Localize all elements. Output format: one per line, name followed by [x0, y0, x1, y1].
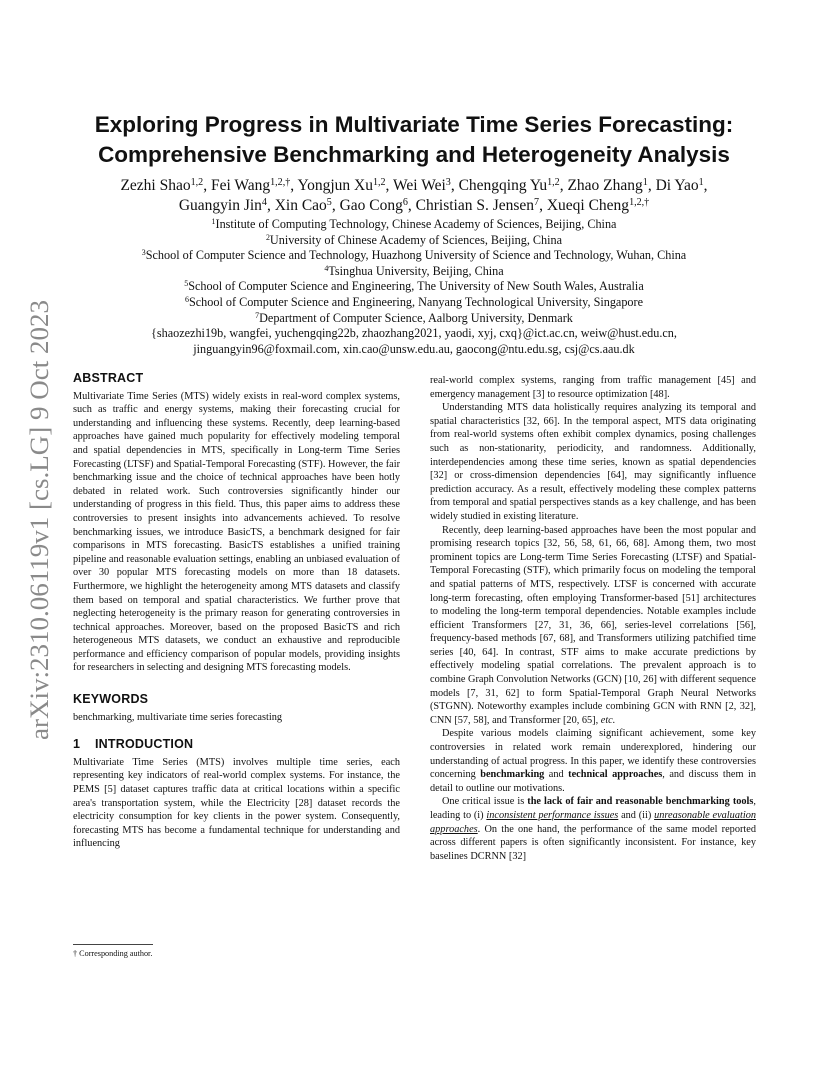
p4-bold-technical: technical approaches: [568, 769, 663, 781]
section-number: 1: [73, 737, 81, 752]
affiliation-sup: 1: [211, 217, 216, 227]
author-sup: 6: [402, 196, 408, 208]
affiliation: [0, 279, 828, 295]
affiliation-text: Tsinghua University, Beijing, China: [328, 263, 504, 278]
affiliation: [0, 311, 828, 327]
affiliation-text: Department of Computer Science, Aalborg University, Denmark: [259, 310, 573, 325]
author: Xueqi Cheng: [546, 197, 630, 214]
p5-text-e: . On the one hand, the performance of the same model reported across different papers is often significantly inconsistent. For instance, key baselines DCRNN [32]: [430, 823, 756, 862]
intro-paragraph-3: [430, 524, 756, 728]
affiliation-sup: 6: [185, 295, 189, 305]
affiliation-text: University of Chinese Academy of Sciences, Beijing, China: [269, 232, 563, 247]
author: Xin Cao: [274, 197, 327, 214]
affiliation: [0, 233, 828, 249]
author-line-1: Zezhi Shao$^{1,2}$, Fei Wang$^{1,2,\dagger}$, Yongjun Xu$^{1,2}$, Wei Wei$^3$, Chengqing Yu$^{1,2}$, Zhao Zhang$^1$, Di Yao$^1$,: [120, 176, 708, 194]
author-sup: 7: [534, 196, 540, 208]
title-line-2: Comprehensive Benchmarking and Heterogeneity Analysis: [98, 142, 730, 167]
author-line-2: Guangyin Jin$^4$, Xin Cao$^5$, Gao Cong$^6$, Christian S. Jensen$^7$, Xueqi Cheng$^{1,2,\dagger}$: [178, 196, 650, 214]
title-line-1: Exploring Progress in Multivariate Time Series Forecasting:: [94, 112, 734, 137]
p5-text-a: One critical issue is: [442, 796, 528, 808]
email-line-1: {shaozezhi19b, wangfei, yuchengqing22b, zhaozhang2021, yaodi, xyj, cxq}@ict.ac.cn, weiw@hust.edu.cn,: [151, 326, 677, 341]
affiliation-text: School of Computer Science and Engineering, Nanyang Technological University, Singapore: [188, 294, 643, 309]
keywords-text: benchmarking, multivariate time series forecasting: [73, 711, 283, 723]
p4-text-mid: and: [544, 769, 569, 781]
author: Yongjun Xu: [297, 177, 373, 194]
author: Guangyin Jin: [178, 197, 262, 214]
p4-text-c: , and discuss them in detail to outline our motivations.: [430, 769, 756, 794]
author-sup: 1: [698, 176, 704, 188]
arxiv-identifier: [18, 300, 58, 740]
affiliation: [0, 217, 828, 233]
p5-underlined-1: inconsistent performance issues: [486, 810, 619, 821]
intro-paragraph-2: Understanding MTS data holistically requires analyzing its temporal and spatial characteristics [32, 66]. In the temporal aspect, MTS data originating from real-world systems often exhibit complex dynamics, posing challenges such as non-stationarity, periodicity, and randomness. Additionally, interdependencies among these time series, known as spatial dependencies [32] or cross-dimension dependencies [64], may significantly influence prediction accuracy. As a result, effectively modeling these complex patterns from temporal and spatial perspectives stands as a key challenge, and has been widely studied in existing literature.: [430, 402, 756, 522]
affiliation: [0, 264, 828, 280]
p4-text-a: Despite various models claiming significant achievement, some key controversies in related work remain underexplored, hindering our understanding of actual progress. In this paper, we identify these controversies concerning: [430, 728, 756, 781]
introduction-heading: [73, 738, 400, 752]
author-sup: 1,2: [547, 176, 560, 188]
affiliation: [0, 248, 828, 264]
abstract-heading: ABSTRACT: [73, 371, 144, 385]
section-title: INTRODUCTION: [95, 737, 194, 752]
author: Fei Wang: [210, 177, 271, 194]
affiliation-sup: 2: [265, 232, 270, 242]
p4-bold-benchmarking: benchmarking: [480, 769, 545, 781]
affiliation-sup: 4: [324, 263, 329, 273]
author: Wei Wei: [393, 177, 446, 194]
arxiv-identifier-text: arXiv:2310.06119v1 [cs.LG] 9 Oct 2023: [25, 316, 54, 740]
author: Zhao Zhang: [567, 177, 643, 194]
affiliation-sup: 5: [184, 279, 189, 289]
keywords-heading: KEYWORDS: [73, 692, 149, 707]
affiliation-text: School of Computer Science and Engineering, The University of New South Wales, Australia: [188, 279, 644, 294]
affiliation-sup: 3: [141, 248, 146, 258]
right-column: [430, 374, 756, 863]
intro-paragraph-5: [430, 795, 756, 863]
affiliation-list: [0, 217, 828, 357]
author-sup: 1,2: [372, 176, 386, 188]
author-sup: 4: [261, 196, 267, 208]
p5-text-d: and (ii): [618, 810, 655, 821]
p5-text-c: , leading to (i): [430, 796, 756, 821]
author-sup: 1,2,†: [629, 196, 650, 208]
footnote-rule: [73, 944, 153, 945]
author-sup: 3: [445, 176, 451, 188]
paragraph-3-text: Recently, deep learning-based approaches have been the most popular and promising research topics [32, 56, 58, 61, 66, 68]. Among them, two most prominent topics are Long-term Time Series Forecasting (LTSF) and Spatial-Temporal Forecasting (STF), which primarily focus on modeling the temporal and spatial patterns of MTS, respectively. LTSF is concerned with accurate long-term forecasting, often employing Transformer-based [51] architectures to modeling the long-term temporal dependencies. Notable examples include efficient Transformers [27, 31, 36, 66], series-level correlations [56], frequency-based methods [67, 68], and Transformers utilizing patchified time series [40, 64]. In contrast, STF aims to make accurate predictions by effectively modeling spatial correlations. The prevalent approach is to combine Graph Convolution Networks (GCN) [10, 26] with different sequence models [7, 31, 62] to form Spatial-Temporal Graph Neural Networks (STGNN). Noteworthy examples include combining GCN with RNN [2, 32], CNN [57, 58], and Transformer [20, 65],: [430, 524, 756, 726]
paper-title: [0, 110, 828, 170]
author-sup: 1: [642, 176, 648, 188]
etc-italic: etc.: [600, 714, 616, 726]
intro-paragraph-1: Multivariate Time Series (MTS) involves multiple time series, each representing key indicators of real-world complex systems. For instance, the PEMS [5] dataset captures traffic data at critical locations within a specific area's transportation system, while the Electricity [28] dataset records the electricity consumption for key clients in the power system. Consequently, forecasting MTS has become a fundamental technique for understanding and influencing: [73, 756, 400, 850]
email-line-2: jinguangyin96@foxmail.com, xin.cao@unsw.edu.au, gaocong@ntu.edu.sg, csj@cs.aau.dk: [193, 341, 635, 356]
affiliation-text: Institute of Computing Technology, Chinese Academy of Sciences, Beijing, China: [215, 217, 617, 231]
p5-bold: the lack of fair and reasonable benchmarking tools: [527, 796, 754, 808]
affiliation-sup: 7: [255, 310, 260, 320]
author-sup: 5: [326, 196, 332, 208]
author: Zezhi Shao: [120, 177, 191, 194]
abstract-text: Multivariate Time Series (MTS) widely exists in real-word complex systems, such as traffic and energy systems, making their forecasting crucial for understanding and influencing these systems. Recently, deep learning-based approaches have gained much popularity for effectively modeling temporal and spatial dependencies in MTS, specifically in Long-term Time Series Forecasting (LTSF) and Spatial-Temporal Forecasting (STF). However, the fair benchmarking issue and the choice of technical approaches have been hotly debated in related work. Such controversies significantly hinder our understanding of progress in this field. Thus, this paper aims to address these controversies to present insights into advancements achieved. To resolve benchmarking issues, we introduce BasicTS, a benchmark designed for fair comparisons in MTS forecasting. BasicTS establishes a unified training pipeline and reasonable evaluation settings, enabling an unbiased evaluation of over 30 popular MTS forecasting models on more than 18 datasets. Furthermore, we highlight the heterogeneity among MTS datasets and classify them based on temporal and spatial characteristics. We further prove that neglecting heterogeneity is the primary reason for generating controversies in technical approaches. Moreover, based on the proposed BasicTS and rich heterogeneous MTS datasets, we conduct an exhaustive and reproducible performance and efficiency comparison of popular models, providing insights for researchers in selecting and designing MTS forecasting models.: [73, 390, 400, 674]
intro-paragraph-1-continued: real-world complex systems, ranging from traffic management [45] and emergency management [3] to resource optimization [48].: [430, 375, 756, 400]
footnote: † Corresponding author.: [73, 949, 153, 958]
intro-paragraph-4: [430, 727, 756, 795]
author: Di Yao: [655, 177, 699, 194]
author-list: [0, 176, 828, 216]
author: Christian S. Jensen: [415, 197, 535, 214]
author: Chengqing Yu: [458, 177, 548, 194]
affiliation: [0, 295, 828, 311]
author-sup: 1,2,†: [270, 176, 291, 188]
p5-underlined-2: unreasonable evaluation approaches: [430, 810, 756, 835]
author-sup: 1,2: [190, 176, 204, 188]
affiliation-text: School of Computer Science and Technology, Huazhong University of Science and Technology, Wuhan, China: [145, 248, 687, 263]
author: Gao Cong: [339, 197, 403, 214]
left-column: [73, 372, 400, 851]
